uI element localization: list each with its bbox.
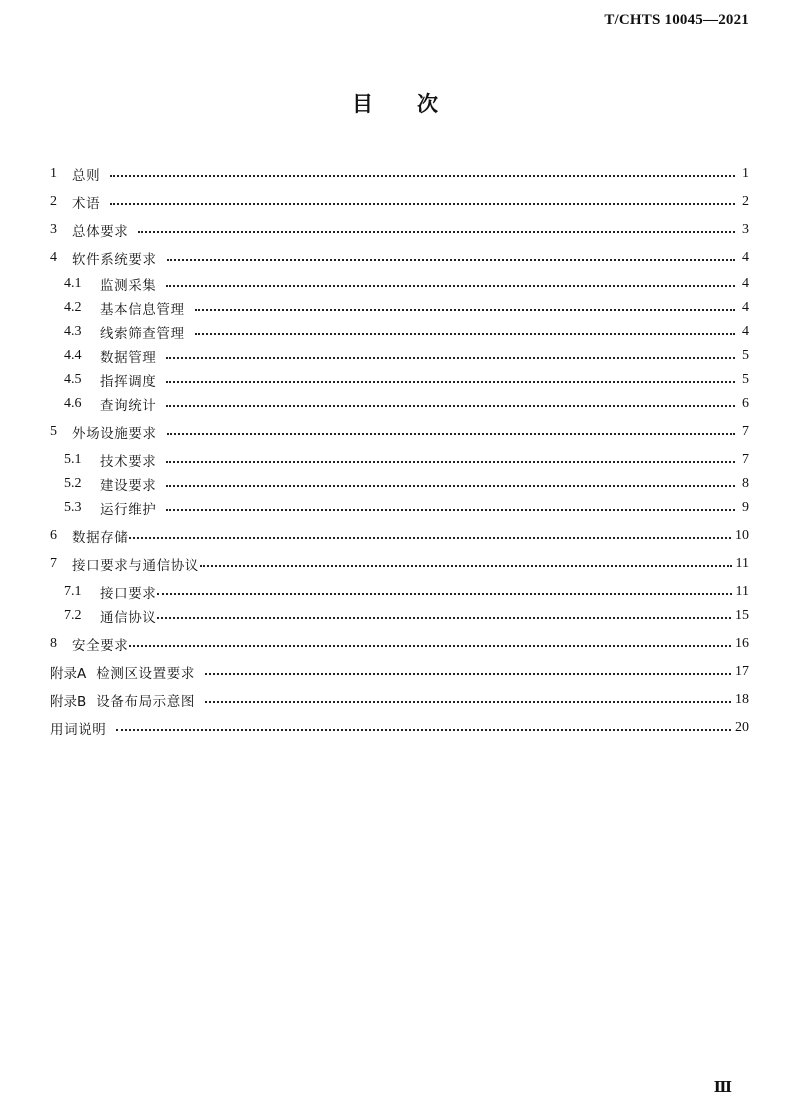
toc-entry-number: 附录A	[50, 666, 87, 682]
toc-entry-label: 术语	[72, 196, 101, 212]
standard-code: T/CHTS 10045—2021	[604, 12, 749, 28]
dot-leader	[110, 175, 735, 177]
toc-entry-4-1[interactable]	[64, 272, 749, 296]
toc-entry-7[interactable]	[50, 552, 749, 576]
toc-entry-7-2[interactable]	[64, 604, 749, 628]
toc-entry-label: 建设要求	[100, 478, 157, 494]
toc-entry-page: 11	[735, 556, 749, 571]
toc-entry-label: 线索筛查管理	[100, 326, 185, 342]
toc-entry-2[interactable]	[50, 190, 749, 214]
toc-entry-label: 通信协议	[100, 610, 157, 626]
toc-entry-page: 20	[735, 720, 749, 735]
toc-entry-page: 15	[735, 608, 749, 623]
toc-entry-label: 外场设施要求	[72, 426, 157, 442]
folio-page-number: Ⅲ	[713, 1080, 732, 1096]
dot-leader	[195, 333, 735, 335]
toc-entry-number: 4.3	[64, 324, 82, 339]
dot-leader	[166, 485, 735, 487]
toc-entry-number: 附录B	[50, 694, 87, 710]
toc-entry-4-2[interactable]	[64, 296, 749, 320]
toc-entry-appendix-b[interactable]	[50, 688, 749, 712]
dot-leader	[166, 509, 735, 511]
toc-entry-label: 软件系统要求	[72, 252, 157, 268]
toc-entry-page: 9	[742, 500, 749, 515]
toc-entry-number: 4.6	[64, 396, 82, 411]
toc-entry-label: 接口要求与通信协议	[72, 558, 199, 574]
toc-entry-number: 1	[50, 166, 57, 181]
toc-entry-number: 5.3	[64, 500, 82, 515]
dot-leader	[167, 433, 735, 435]
toc-entry-number: 4.1	[64, 276, 82, 291]
toc-entry-6[interactable]	[50, 524, 749, 548]
toc-entry-3[interactable]	[50, 218, 749, 242]
toc-entry-number: 3	[50, 222, 57, 237]
toc-entry-label: 技术要求	[100, 454, 157, 470]
toc-entry-number: 6	[50, 528, 57, 543]
toc-entry-label: 用词说明	[50, 722, 107, 738]
toc-entry-page: 4	[742, 250, 749, 265]
toc-entry-number: 7.1	[64, 584, 82, 599]
dot-leader	[129, 537, 731, 539]
toc-entry-page: 2	[742, 194, 749, 209]
toc-entry-4-5[interactable]	[64, 368, 749, 392]
toc-entry-4-4[interactable]	[64, 344, 749, 368]
dot-leader	[166, 285, 735, 287]
toc-entry-5-1[interactable]	[64, 448, 749, 472]
toc-entry-5[interactable]	[50, 420, 749, 444]
dot-leader	[116, 729, 731, 731]
toc-entry-number: 4.5	[64, 372, 82, 387]
toc-entry-number: 7	[50, 556, 57, 571]
toc-entry-4-6[interactable]	[64, 392, 749, 416]
dot-leader	[157, 593, 731, 595]
dot-leader	[110, 203, 735, 205]
dot-leader	[129, 645, 731, 647]
toc-entry-label: 设备布局示意图	[96, 694, 195, 710]
toc-entry-4[interactable]	[50, 246, 749, 270]
toc-entry-label: 检测区设置要求	[96, 666, 195, 682]
toc-entry-page: 7	[742, 424, 749, 439]
toc-entry-5-3[interactable]	[64, 496, 749, 520]
toc-entry-label: 运行维护	[100, 502, 157, 518]
toc-entry-page: 3	[742, 222, 749, 237]
toc-entry-7-1[interactable]	[64, 580, 749, 604]
toc-entry-page: 4	[742, 276, 749, 291]
dot-leader	[166, 381, 735, 383]
table-of-contents	[0, 160, 790, 760]
toc-entry-number: 7.2	[64, 608, 82, 623]
toc-entry-page: 4	[742, 300, 749, 315]
toc-entry-page: 5	[742, 348, 749, 363]
toc-entry-label: 监测采集	[100, 278, 157, 294]
toc-entry-page: 16	[735, 636, 749, 651]
toc-entry-label: 总体要求	[72, 224, 129, 240]
dot-leader	[166, 405, 735, 407]
toc-entry-page: 5	[742, 372, 749, 387]
toc-entry-number: 4.4	[64, 348, 82, 363]
toc-entry-page: 6	[742, 396, 749, 411]
toc-entry-8[interactable]	[50, 632, 749, 656]
toc-entry-label: 数据存储	[72, 530, 129, 546]
toc-entry-page: 4	[742, 324, 749, 339]
dot-leader	[166, 357, 735, 359]
toc-entry-number: 8	[50, 636, 57, 651]
toc-entry-number: 5.1	[64, 452, 82, 467]
page-title: 目次	[352, 92, 482, 116]
toc-entry-label: 查询统计	[100, 398, 157, 414]
dot-leader	[167, 259, 735, 261]
toc-entry-number: 5.2	[64, 476, 82, 491]
toc-entry-1[interactable]	[50, 162, 749, 186]
toc-entry-page: 11	[735, 584, 749, 599]
toc-entry-appendix-a[interactable]	[50, 660, 749, 684]
toc-entry-wording-explanation[interactable]	[50, 716, 749, 740]
toc-entry-label: 指挥调度	[100, 374, 157, 390]
toc-entry-label: 接口要求	[100, 586, 157, 602]
dot-leader	[205, 673, 731, 675]
toc-entry-label: 数据管理	[100, 350, 157, 366]
toc-entry-page: 8	[742, 476, 749, 491]
toc-entry-number: 2	[50, 194, 57, 209]
toc-entry-5-2[interactable]	[64, 472, 749, 496]
dot-leader	[138, 231, 735, 233]
toc-entry-label: 总则	[72, 168, 101, 184]
dot-leader	[200, 565, 732, 567]
dot-leader	[157, 617, 731, 619]
dot-leader	[195, 309, 735, 311]
dot-leader	[205, 701, 731, 703]
dot-leader	[166, 461, 735, 463]
toc-entry-number: 4	[50, 250, 57, 265]
toc-entry-page: 17	[735, 664, 749, 679]
toc-entry-label: 基本信息管理	[100, 302, 185, 318]
toc-entry-label: 安全要求	[72, 638, 129, 654]
toc-entry-page: 1	[742, 166, 749, 181]
toc-entry-number: 4.2	[64, 300, 82, 315]
toc-entry-page: 10	[735, 528, 749, 543]
toc-entry-page: 18	[735, 692, 749, 707]
toc-entry-4-3[interactable]	[64, 320, 749, 344]
toc-entry-page: 7	[742, 452, 749, 467]
toc-entry-number: 5	[50, 424, 57, 439]
